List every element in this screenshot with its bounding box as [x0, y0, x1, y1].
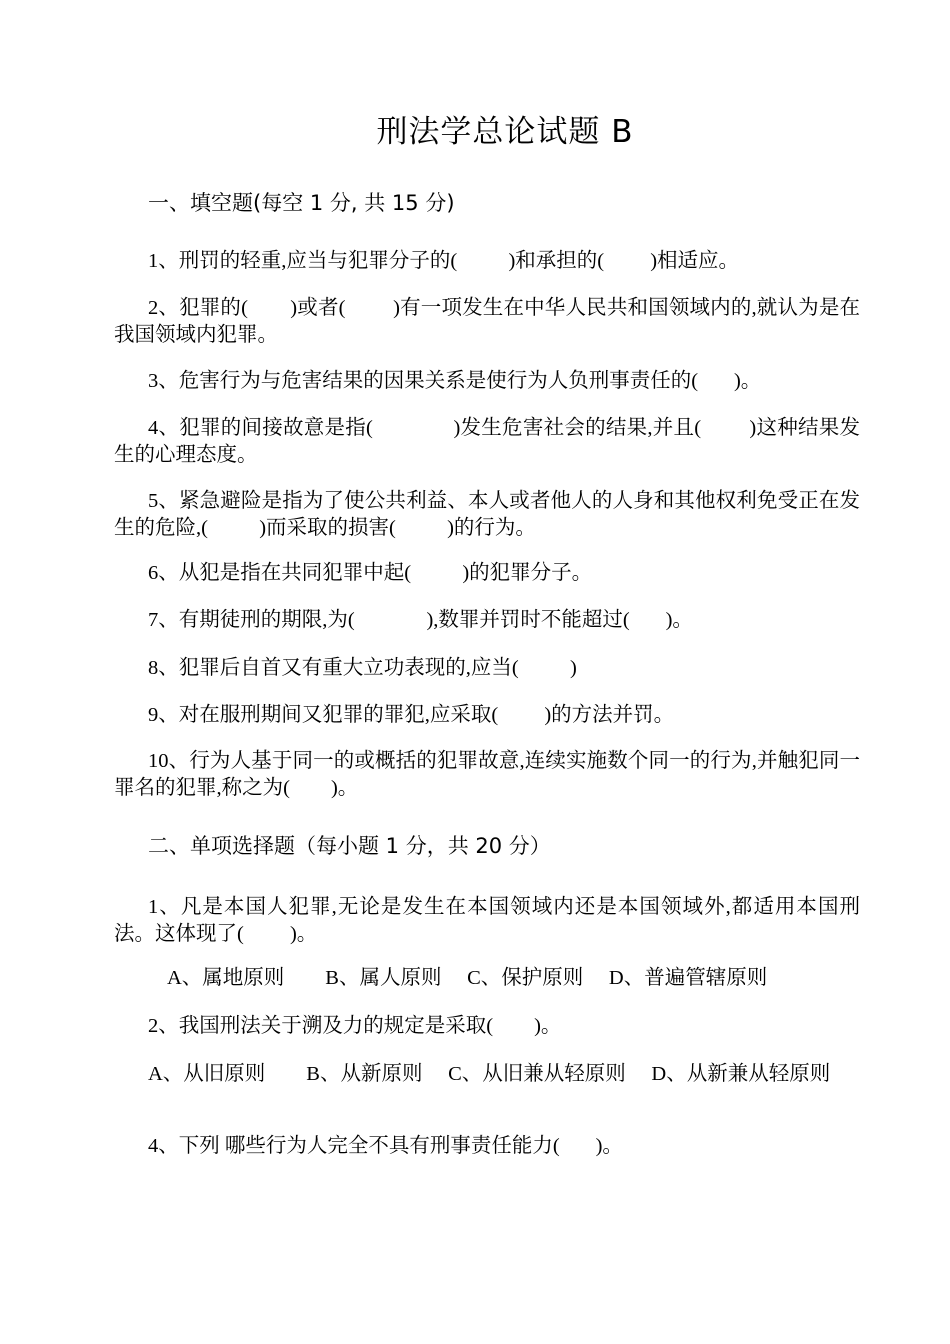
- section-heading-fill-in: 一、填空题(每空 1 分, 共 15 分): [148, 191, 455, 215]
- choice-question-4: 4、下列 哪些行为人完全不具有刑事责任能力( )。: [148, 1135, 623, 1157]
- fill-question-6: 6、从犯是指在共同犯罪中起( )的犯罪分子。: [148, 562, 593, 584]
- section-heading-single-choice: 二、单项选择题（每小题 1 分，共 20 分）: [148, 834, 551, 858]
- fill-question-10: 10、行为人基于同一的或概括的犯罪故意,连续实施数个同一的行为,并触犯同一罪名的犯罪,称之为( )。: [114, 750, 860, 799]
- fill-question-8: 8、犯罪后自首又有重大立功表现的,应当( ): [148, 657, 577, 679]
- choice-question-2: 2、我国刑法关于溯及力的规定是采取( )。: [148, 1015, 562, 1037]
- fill-question-4: 4、犯罪的间接故意是指( )发生危害社会的结果,并且( )这种结果发生的心理态度。: [114, 417, 860, 466]
- fill-question-1: 1、刑罚的轻重,应当与犯罪分子的( )和承担的( )相适应。: [148, 250, 740, 272]
- fill-question-7: 7、有期徒刑的期限,为( ),数罪并罚时不能超过( )。: [148, 609, 693, 631]
- choice-question-1-options: A、属地原则 B、属人原则 C、保护原则 D、普遍管辖原则: [167, 967, 768, 989]
- document-title: 刑法学总论试题 B: [376, 114, 634, 150]
- fill-question-5: 5、紧急避险是指为了使公共利益、本人或者他人的人身和其他权利免受正在发生的危险,( )而采取的损害( )的行为。: [114, 490, 860, 539]
- fill-question-2: 2、犯罪的( )或者( )有一项发生在中华人民共和国领域内的,就认为是在我国领域内犯罪。: [114, 297, 860, 346]
- fill-question-3: 3、危害行为与危害结果的因果关系是使行为人负刑事责任的( )。: [148, 370, 762, 392]
- choice-question-2-options: A、从旧原则 B、从新原则 C、从旧兼从轻原则 D、从新兼从轻原则: [148, 1063, 831, 1085]
- fill-question-9: 9、对在服刑期间又犯罪的罪犯,应采取( )的方法并罚。: [148, 704, 675, 726]
- choice-question-1: 1、凡是本国人犯罪,无论是发生在本国领域内还是本国领域外,都适用本国刑法。这体现了( )。: [114, 896, 860, 945]
